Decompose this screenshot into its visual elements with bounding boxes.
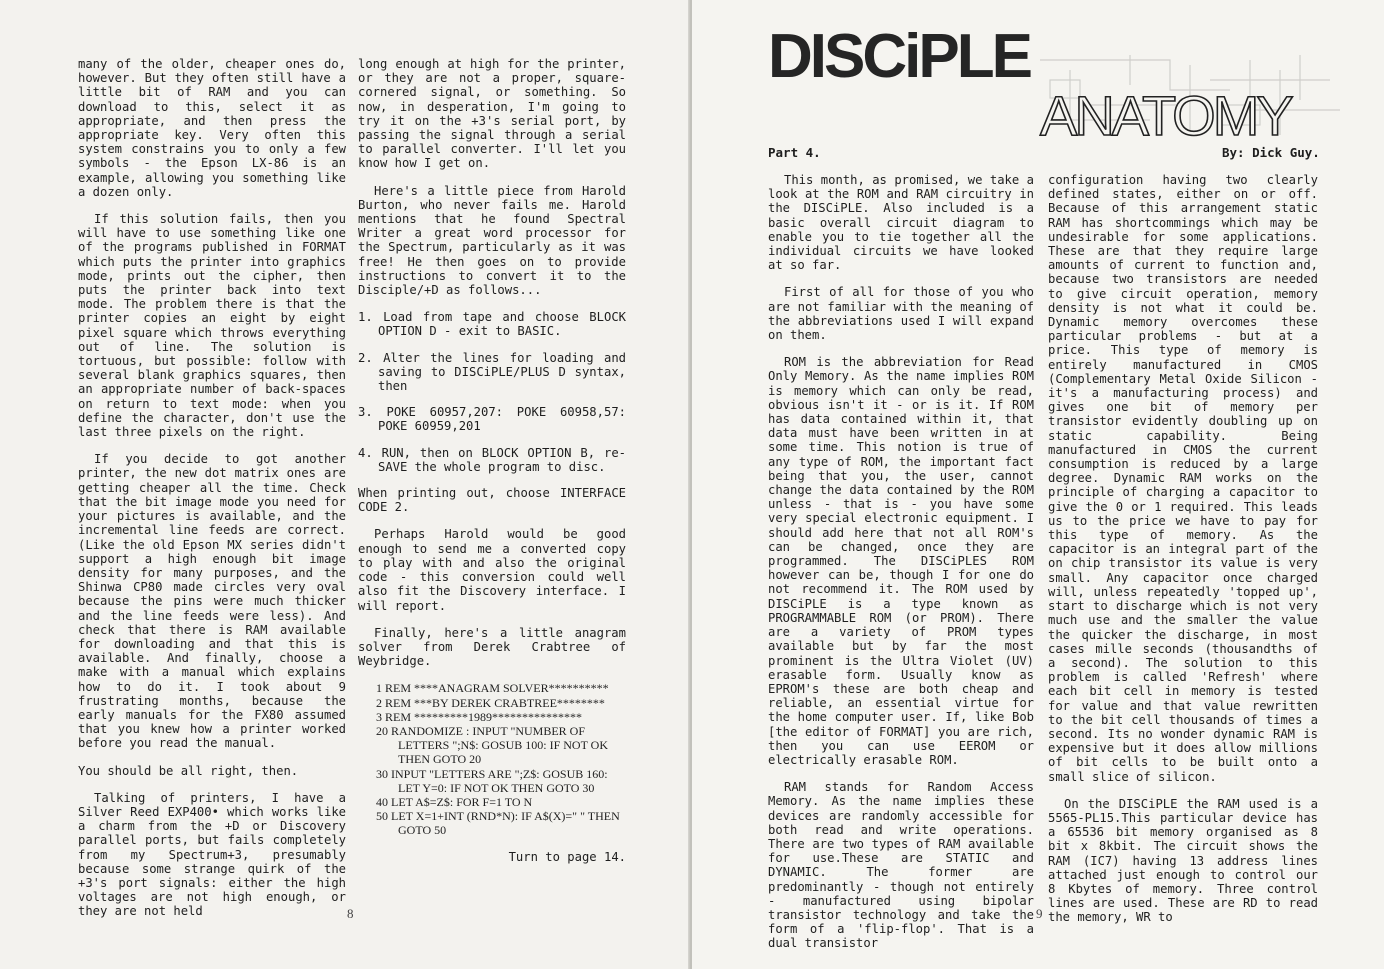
code-line: 30 INPUT "LETTERS ARE ";Z$: GOSUB 160: LET Y=0: IF NOT OK THEN GOTO 30 [376,766,608,795]
code-line: 1 REM ****ANAGRAM SOLVER********** [376,681,609,696]
column-2 [358,57,626,877]
author-byline: By: Dick Guy. [1222,145,1320,160]
paragraph: Finally, here's a little anagram solver from Derek Crabtree of Weybridge. [358,625,626,669]
paragraph: long enough at high for the printer, or they are not a proper, square-cornered signal, or something. So now, in desperation, I'm going to try it on the +3's serial port, by passing the signal through a serial to parallel converter. I'll let you know how I get on. [358,57,626,171]
column-4 [1048,173,1318,938]
numbered-step: 2. Alter the lines for loading and saving to DISCiPLE/PLUS D syntax, then [358,350,626,394]
paragraph: If this solution fails, then you will have to use something like one of the programs published in FORMAT which puts the printer into graphics mode, prints out the cipher, then puts the printer back into text mode. The problem there is that the printer copies an eight by eight pixel square which throws everything out of line. The solution is tortuous, but possible: follow with several blank graphics squares, then an appropriate number of back-spaces on return to text mode: when you define the character, don't use the last three pixels on the right. [78,212,346,440]
column-1 [78,57,346,932]
paragraph: When printing out, choose INTERFACE CODE 2. [358,486,626,515]
paragraph: Perhaps Harold would be good enough to send me a converted copy to play with and also the original code - this conversion could well also fit the Discovery interface. I will report. [358,527,626,613]
paragraph: First of all for those of you who are not familiar with the meaning of the abbreviations used I will expand on them. [768,285,1034,343]
code-line: 2 REM ***BY DEREK CRABTREE******** [376,695,605,710]
continuation-note: Turn to page 14. [508,849,626,864]
paragraph: ROM is the abbreviation for Read Only Memory. As the name implies ROM is memory which can only be read, obvious isn't it - or is it. If ROM has data contained within it, that data must have been written in at some time. This notion is true of any type of ROM, the important fact being that you, the user, cannot change the data contained by the ROM unless - that is - you have some very special electronic equipment. I should add here that not all ROM's can be changed, once they are programmed. The DISCiPLES ROM however can be, though I for one do not recommend it. The ROM used by DISCiPLE is a type known as PROGRAMMABLE ROM (or PROM). There are a variety of PROM types available but by far the most prominent is the Ultra Violet (UV) erasable form. Usually know as EPROM's these are both cheap and reliable, an essential virtue for the home computer user. If, like Bob [the editor of FORMAT] you are rich, then you can use EEROM or electrically erasable ROM. [768,355,1034,767]
paragraph: RAM stands for Random Access Memory. As the name implies these devices are randomly accessible for both read and write operations. There are two types of RAM available for use.These are STATIC and DYNAMIC. The former are predominantly - though not entirely - manufactured using bipolar transistor technology and take the form of a 'flip-flop'. That is a dual transistor [768,780,1034,951]
column-3 [768,173,1034,964]
numbered-step: 4. RUN, then on BLOCK OPTION B, re-SAVE the whole program to disc. [358,445,626,474]
code-line: 20 RANDOMIZE : INPUT "NUMBER OF LETTERS ";N$: GOSUB 100: IF NOT OK THEN GOTO 20 [376,723,609,767]
numbered-step: 1. Load from tape and choose BLOCK OPTION D - exit to BASIC. [358,310,626,339]
code-line: 40 LET A$=Z$: FOR F=1 TO N [376,794,533,809]
code-line: 50 LET X=1+INT (RND*N): IF A$(X)=" " THEN GOTO 50 [376,809,620,838]
page-number-left: 8 [347,906,354,921]
paragraph: This month, as promised, we take a look at the ROM and RAM circuitry in the DISCiPLE. Also included is a basic overall circuit diagram to enable you to tie together all the individual circuits we have looked at so far. [768,173,1034,273]
page-number-right: 9 [1036,906,1043,921]
page-left [0,0,690,969]
code-line: 3 REM *********1989*************** [376,709,583,724]
paragraph: You should be all right, then. [78,763,299,778]
paragraph: Talking of printers, I have a Silver Reed EXP400• which works like a charm from the +D or Discovery parallel ports, but fails completely from my Spectrum+3, presumably because some strange quirk of the +3's port signals: either the high voltages are not high enough, or they are not held [78,790,346,919]
article-title-disciple: DISCiPLE [768,22,1030,91]
basic-code-listing [358,681,626,837]
paragraph: If you decide to got another printer, the new dot matrix ones are getting cheaper all the time. Check that the bit image mode you need for your pictures is available, and the incremental line feeds are correct. (Like the old Epson MX series didn't support a high enough bit image density for many purposes, and the Shinwa CP80 made circles very oval because the pins were much thicker and the line feeds were less). And check that there is RAM available for downloading and that this is available. And finally, choose a make with a manual which explains how to do it. I took about 9 frustrating months, because the early manuals for the FX80 assumed that you knew how a printer worked before you read the manual. [78,452,346,751]
numbered-step: 3. POKE 60957,207: POKE 60958,57: POKE 60959,201 [358,405,626,434]
paragraph: configuration having two clearly defined states, either on or off. Because of this arrangement static RAM has shortcommings which may be undesirable for some applications. These are that they require large amounts of current to function and, because two transistors are needed to give circuit operation, memory density is not what it could be. Dynamic memory overcomes these particular problems - but at a price. This type of memory is entirely manufactured in CMOS (Complementary Metal Oxide Silicon - it's a manufacturing process) and gives one bit of memory per transistor evidently doubling up on static capability. Being manufactured in CMOS the current consumption is reduced by a large degree. Dynamic RAM works on the principle of charging a capacitor to give the 0 or 1 required. This leads us to the price we have to pay for this type of memory. As the capacitor is an integral part of the on chip transistor its value is very small. Any capacitor once charged will, unless repeatedly 'topped up', start to discharge which is not very much use and the smaller the value the quicker the discharge, in most cases mille seconds (thousandths of a second). The solution to this problem is called 'Refresh' where each bit cell in memory is tested for value and that value rewritten to the bit cell thousands of times a second. Its no wonder dynamic RAM is expensive but it does allow millions of bit cells to be built onto a small slice of silicon. [1048,173,1318,784]
paragraph: Here's a little piece from Harold Burton, who never fails me. Harold mentions that he found Spectral Writer a great word processor for the Spectrum, particularly as it was free! He then goes on to provide instructions to convert it to the Disciple/+D as follows... [358,183,626,298]
article-title-anatomy: ANATOMY [1040,84,1291,147]
paragraph: many of the older, cheaper ones do, however. But they often still have a little bit of RAM and you can download to this, select it as appropriate, and then press the appropriate key. Very often this system constrains you to only a few symbols - the Epson LX-86 is an example, allowing you something like a dozen only. [78,57,346,199]
part-label: Part 4. [768,145,821,160]
paragraph: On the DISCiPLE the RAM used is a 5565-PL15.This particular device has a 65536 bit memory organised as 8 bit x 8kbit. The circuit shows the RAM (IC7) having 13 address lines attached just enough to control our 8 Kbytes of memory. Three control lines are used. These are RD to read the memory, WR to [1048,796,1318,925]
